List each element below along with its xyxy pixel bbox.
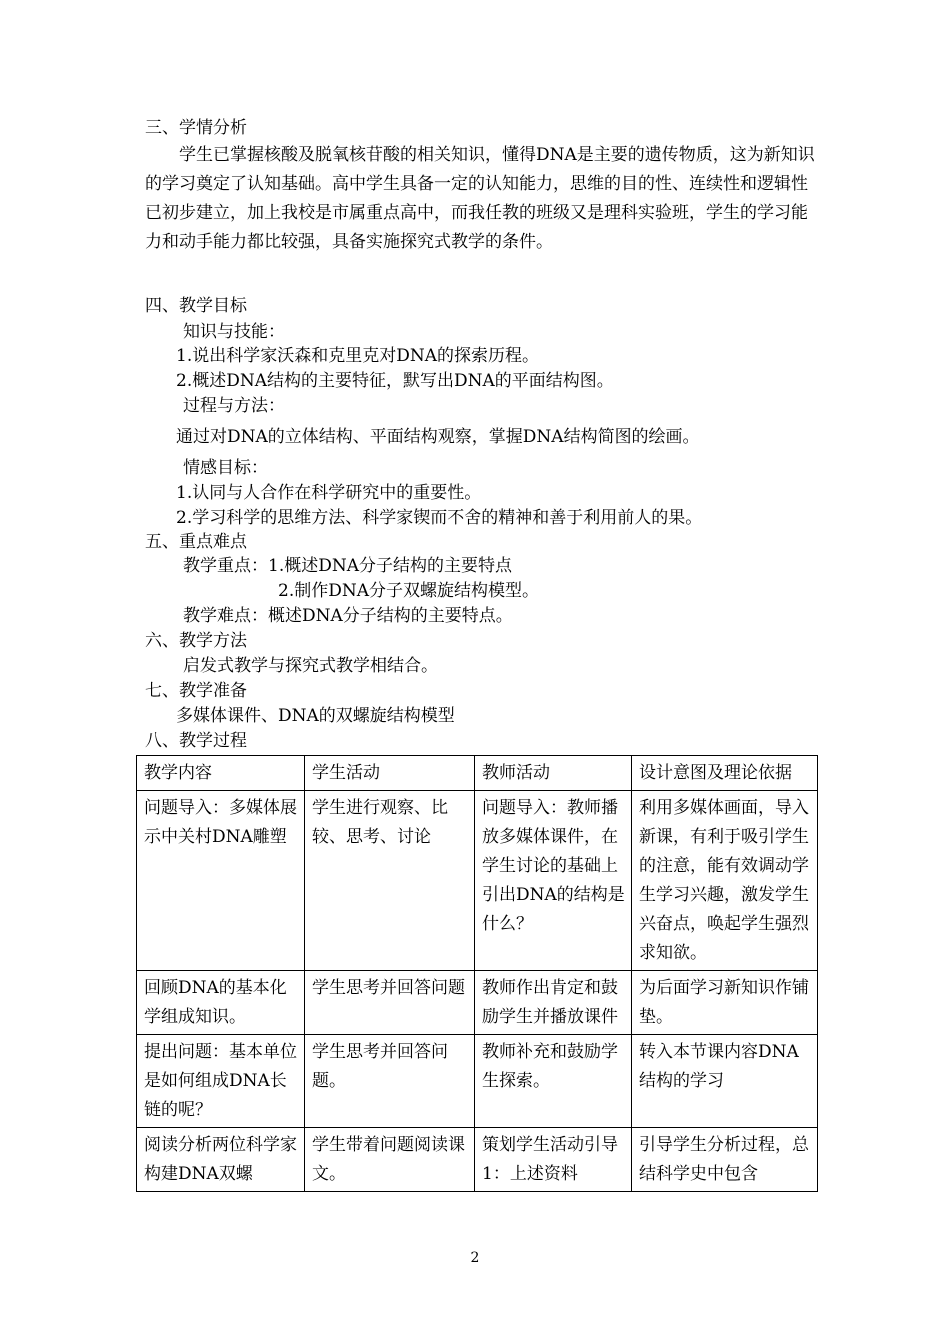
page-number: 2 bbox=[470, 1250, 480, 1266]
table-cell: 学生思考并回答问题。 bbox=[305, 1035, 475, 1128]
emotion-item-2: 2.学习科学的思维方法、科学家锲而不舍的精神和善于利用前人的果。 bbox=[176, 508, 703, 528]
knowledge-item-1: 1.说出科学家沃森和克里克对DNA的探索历程。 bbox=[176, 346, 540, 366]
table-header-cell: 教学内容 bbox=[137, 756, 305, 791]
method-text: 启发式教学与探究式教学相结合。 bbox=[183, 656, 438, 676]
table-cell: 学生进行观察、比较、思考、讨论 bbox=[305, 791, 475, 971]
table-cell: 学生带着问题阅读课文。 bbox=[305, 1128, 475, 1192]
section-4-heading: 四、教学目标 bbox=[145, 296, 247, 316]
process-item-1: 通过对DNA的立体结构、平面结构观察，掌握DNA结构简图的绘画。 bbox=[176, 427, 700, 447]
key-point-1: 教学重点：1.概述DNA分子结构的主要特点 bbox=[183, 556, 513, 576]
table-cell: 利用多媒体画面，导入新课，有利于吸引学生的注意，能有效调动学生学习兴趣，激发学生兴奋点，唤起学生强烈求知欲。 bbox=[632, 791, 818, 971]
table-cell: 转入本节课内容DNA结构的学习 bbox=[632, 1035, 818, 1128]
table-cell: 引导学生分析过程，总结科学史中包含 bbox=[632, 1128, 818, 1192]
table-cell: 为后面学习新知识作铺垫。 bbox=[632, 971, 818, 1035]
table-cell: 学生思考并回答问题 bbox=[305, 971, 475, 1035]
table-row bbox=[137, 971, 818, 1035]
preparation-text: 多媒体课件、DNA的双螺旋结构模型 bbox=[176, 706, 455, 726]
section-7-heading: 七、教学准备 bbox=[145, 681, 247, 701]
table-header-cell: 设计意图及理论依据 bbox=[632, 756, 818, 791]
table-row bbox=[137, 791, 818, 971]
table-row bbox=[137, 1035, 818, 1128]
difficulty-point: 教学难点：概述DNA分子结构的主要特点。 bbox=[183, 606, 513, 626]
table-cell: 回顾DNA的基本化学组成知识。 bbox=[137, 971, 305, 1035]
table-header-cell: 学生活动 bbox=[305, 756, 475, 791]
knowledge-label: 知识与技能： bbox=[183, 322, 285, 342]
process-label: 过程与方法： bbox=[183, 396, 285, 416]
emotion-item-1: 1.认同与人合作在科学研究中的重要性。 bbox=[176, 483, 482, 503]
key-point-2: 2.制作DNA分子双螺旋结构模型。 bbox=[278, 581, 540, 601]
table-cell: 阅读分析两位科学家构建DNA双螺 bbox=[137, 1128, 305, 1192]
emotion-label: 情感目标： bbox=[183, 458, 268, 478]
table-header-row bbox=[137, 756, 818, 791]
table-cell: 问题导入：教师播放多媒体课件，在学生讨论的基础上引出DNA的结构是什么？ bbox=[475, 791, 632, 971]
section-8-heading: 八、教学过程 bbox=[145, 731, 247, 751]
section-3-heading: 三、学情分析 bbox=[145, 118, 247, 138]
table-cell: 策划学生活动引导1：上述资料 bbox=[475, 1128, 632, 1192]
section-3-paragraph: 学生已掌握核酸及脱氧核苷酸的相关知识，懂得DNA是主要的遗传物质，这为新知识的学习奠定了认知基础。高中学生具备一定的认知能力，思维的目的性、连续性和逻辑性已初步建立，加上我校是市属重点高中，而我任教的班级又是理科实验班，学生的学习能力和动手能力都比较强，具备实施探究式教学的条件。 bbox=[145, 145, 815, 252]
knowledge-item-2: 2.概述DNA结构的主要特征，默写出DNA的平面结构图。 bbox=[176, 371, 614, 391]
table-row bbox=[137, 1128, 818, 1192]
table-header-cell: 教师活动 bbox=[475, 756, 632, 791]
section-5-heading: 五、重点难点 bbox=[145, 532, 247, 552]
table-cell: 问题导入：多媒体展示中关村DNA雕塑 bbox=[137, 791, 305, 971]
table-cell: 提出问题：基本单位是如何组成DNA长链的呢？ bbox=[137, 1035, 305, 1128]
table-cell: 教师补充和鼓励学生探索。 bbox=[475, 1035, 632, 1128]
table-cell: 教师作出肯定和鼓励学生并播放课件 bbox=[475, 971, 632, 1035]
section-6-heading: 六、教学方法 bbox=[145, 631, 247, 651]
teaching-process-table bbox=[136, 755, 818, 1192]
